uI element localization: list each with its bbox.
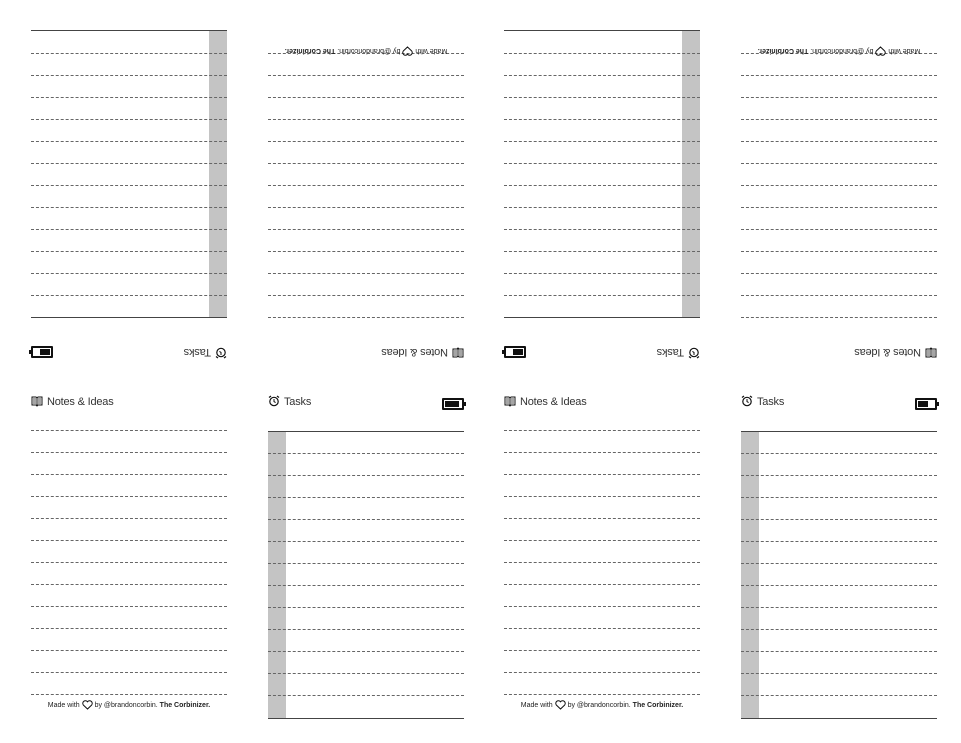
- notes-title: Notes & Ideas: [47, 396, 114, 408]
- heart-icon: [82, 700, 93, 710]
- tasks-panel-flipped: [504, 30, 700, 360]
- heart-icon: [875, 46, 886, 56]
- notes-header: [504, 394, 700, 418]
- tasks-panel-flipped: [31, 30, 227, 360]
- battery-icon: [915, 398, 937, 410]
- notes-header: [741, 336, 937, 360]
- battery-icon: [31, 346, 53, 358]
- tasks-title: Tasks: [284, 396, 312, 408]
- tasks-panel: [268, 394, 464, 724]
- battery-icon: [442, 398, 464, 410]
- tasks-title: Tasks: [183, 346, 211, 358]
- tasks-panel: [741, 394, 937, 724]
- alarm-clock-icon: [215, 347, 227, 359]
- notes-title: Notes & Ideas: [854, 346, 921, 358]
- task-checkbox-gutter: [682, 30, 700, 318]
- book-icon: [504, 395, 516, 407]
- notes-header: [31, 394, 227, 418]
- notes-title: Notes & Ideas: [520, 396, 587, 408]
- tasks-title: Tasks: [757, 396, 785, 408]
- notes-panel: [504, 394, 700, 724]
- heart-icon: [555, 700, 566, 710]
- alarm-clock-icon: [688, 347, 700, 359]
- tasks-header: [268, 394, 464, 418]
- tasks-title: Tasks: [656, 346, 684, 358]
- book-icon: [452, 347, 464, 359]
- credit-footer: Made with by @brandoncorbin. The Corbinizer.: [284, 47, 448, 55]
- task-checkbox-gutter: [209, 30, 227, 318]
- notes-panel: [31, 394, 227, 724]
- book-icon: [925, 347, 937, 359]
- notes-panel-flipped: [741, 30, 937, 360]
- notes-panel-flipped: [268, 30, 464, 360]
- notes-title: Notes & Ideas: [381, 346, 448, 358]
- tasks-header: [31, 336, 227, 360]
- alarm-clock-icon: [268, 395, 280, 407]
- battery-icon: [504, 346, 526, 358]
- credit-footer: Made with by @brandoncorbin. The Corbinizer.: [757, 47, 921, 55]
- tasks-header: [504, 336, 700, 360]
- tasks-header: [741, 394, 937, 418]
- credit-footer: Made with by @brandoncorbin. The Corbinizer.: [47, 701, 211, 709]
- heart-icon: [402, 46, 413, 56]
- notes-header: [268, 336, 464, 360]
- alarm-clock-icon: [741, 395, 753, 407]
- book-icon: [31, 395, 43, 407]
- credit-footer: Made with by @brandoncorbin. The Corbinizer.: [520, 701, 684, 709]
